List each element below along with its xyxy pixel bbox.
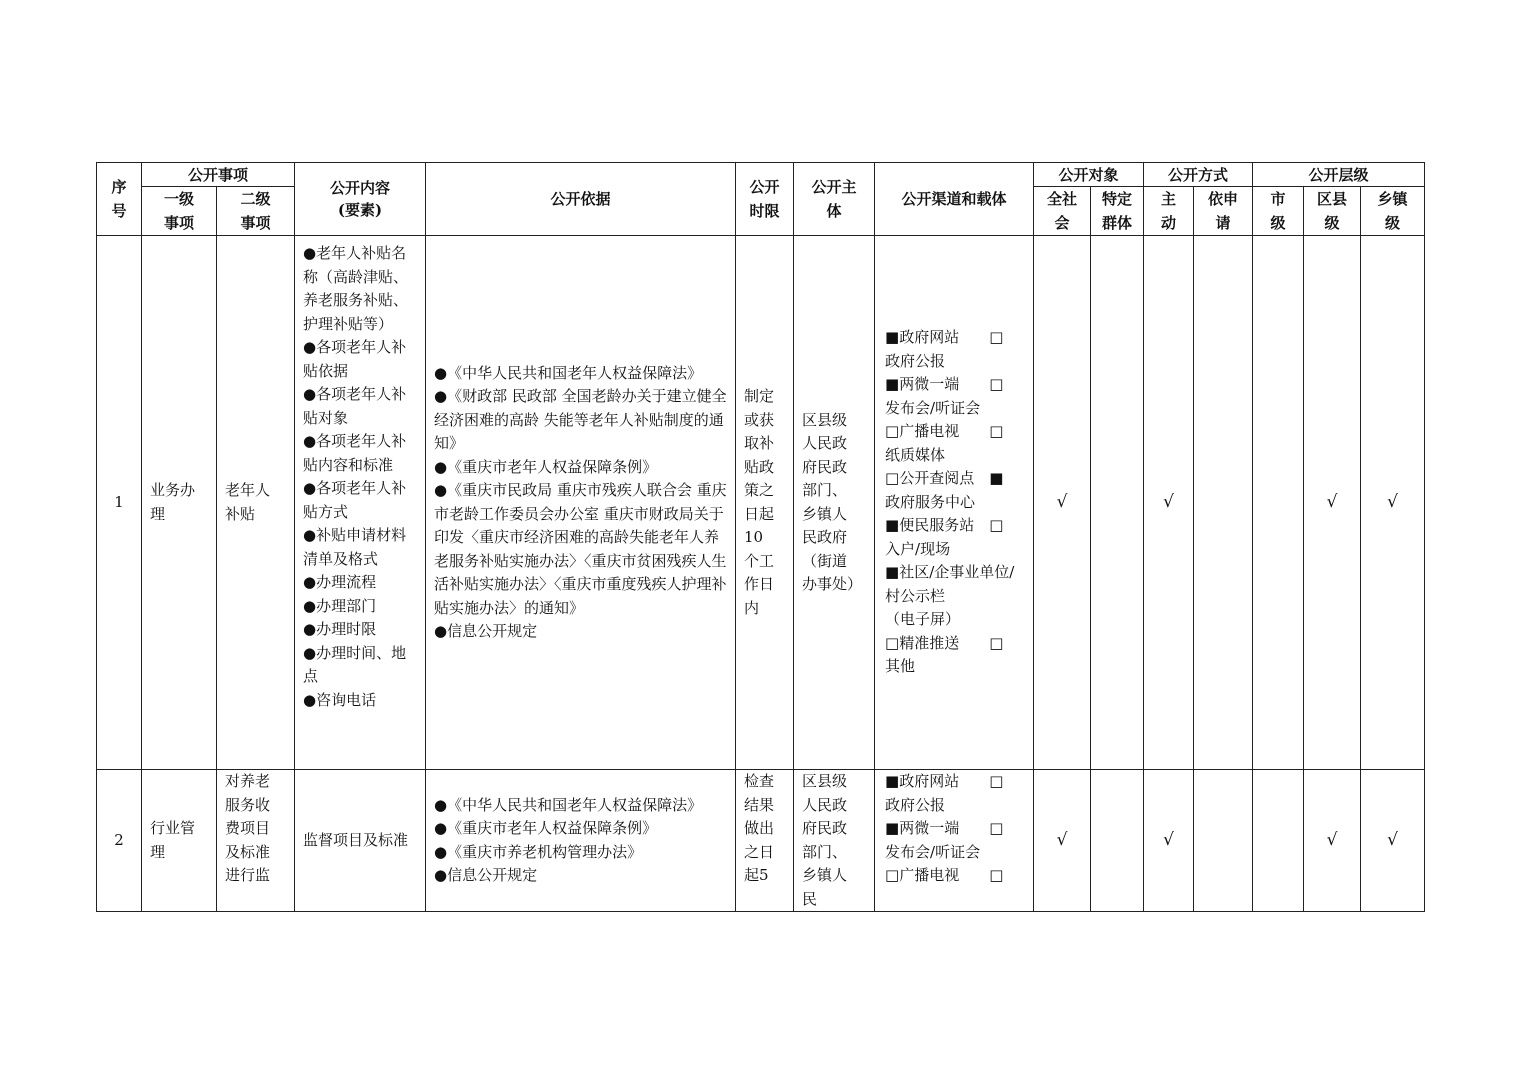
channel-line: 政府服务中心 [885,492,976,511]
channel-line: ■社区/企事业单位/ [885,563,1015,582]
basis-line: ●《重庆市民政局 重庆市残疾人联合会 重庆市老龄工作委员会办公室 重庆市财政局关于印发〈重庆市经济困难的高龄失能老年人养老服务补贴实施办法〉〈重庆市贫困残疾人生活补贴实施办法〉〈重庆市重度残疾人护理补贴实施办法〉的通知》 [434,481,727,617]
channel-line: ■两微一端 □ [885,819,1004,837]
row-level1: 业务办理 [142,236,217,770]
basis-line: ●《重庆市老年人权益保障条例》 [434,819,658,837]
row-channel [875,770,1034,912]
header-method-active: 主动 [1144,187,1194,236]
channel-line: □广播电视 □ [885,866,1004,884]
header-level-county: 区县级 [1304,187,1361,236]
content-line: ●老年人补贴名称（高龄津贴、养老服务补贴、护理补贴等） [303,244,409,333]
header-method-group: 公开方式 [1144,163,1253,187]
channel-line: □公开查阅点 ■ [885,469,1004,488]
check-method-active: √ [1144,236,1194,770]
header-time-limit: 公开时限 [736,163,794,236]
row-level2: 老年人补贴 [217,236,295,770]
header-target-group: 公开对象 [1034,163,1144,187]
channel-line: 发布会/听证会 [885,842,981,861]
check-target-specific [1091,770,1144,912]
row-content [295,236,426,770]
channel-line: 发布会/听证会 [885,398,981,417]
content-line: ●补贴申请材料清单及格式 [303,526,407,568]
header-level-city: 市级 [1253,187,1304,236]
row-basis [426,770,736,912]
check-level-town: √ [1361,770,1425,912]
table-row [97,236,1425,770]
check-level-town: √ [1361,236,1425,770]
basis-line: ●《重庆市老年人权益保障条例》 [434,457,658,476]
channel-line: 村公示栏 [885,586,946,605]
basis-line: ●信息公开规定 [434,622,538,640]
content-line: ●办理时间、地点 [303,643,407,685]
table-row [97,770,1425,912]
channel-line: ■两微一端 □ [885,375,1004,394]
row-channel [875,236,1034,770]
header-subject: 公开主体 [794,163,875,236]
content-line: ●办理流程 [303,573,377,591]
check-target-all: √ [1034,770,1091,912]
check-level-county: √ [1304,236,1361,770]
row-content [295,770,426,912]
row-level2: 对养老服务收费项目及标准进行监 [217,770,295,912]
check-level-city [1253,770,1304,912]
header-target-all: 全社会 [1034,187,1091,236]
row-level1: 行业管理 [142,770,217,912]
channel-line: 政府公报 [885,351,946,370]
header-method-apply: 依申请 [1194,187,1253,236]
check-target-specific [1091,236,1144,770]
disclosure-table [96,162,1425,912]
channel-line: （电子屏） [885,610,961,629]
header-content: 公开内容(要素) [295,163,426,236]
row-subject: 区县级人民政府民政部门、乡镇人民 [794,770,875,912]
channel-line: 入户/现场 [885,539,951,558]
row-seq: 1 [97,236,142,770]
header-target-specific: 特定群体 [1091,187,1144,236]
check-method-apply [1194,770,1253,912]
header-item-level2: 二级事项 [217,187,295,236]
header-item-level1: 一级事项 [142,187,217,236]
header-channel: 公开渠道和载体 [875,163,1034,236]
basis-line: ●《中华人民共和国老年人权益保障法》 [434,363,703,382]
channel-line: □广播电视 □ [885,422,1004,441]
basis-line: ●《财政部 民政部 全国老龄办关于建立健全经济困难的高龄 失能等老年人补贴制度的通知》 [434,387,727,452]
basis-line: ●《重庆市养老机构管理办法》 [434,842,643,861]
basis-line: ●《中华人民共和国老年人权益保障法》 [434,795,703,814]
table-header [97,163,1425,236]
row-subject: 区县级人民政府民政部门、乡镇人民政府（街道办事处） [794,236,875,770]
check-level-county: √ [1304,770,1361,912]
content-line: ●各项老年人补贴方式 [303,479,407,521]
content-line: ●各项老年人补贴依据 [303,338,407,380]
channel-line: 纸质媒体 [885,445,946,464]
channel-line: ■政府网站 □ [885,328,1004,347]
row-basis [426,236,736,770]
header-level-town: 乡镇级 [1361,187,1425,236]
content-line: ●各项老年人补贴对象 [303,385,407,427]
header-seq: 序号 [97,163,142,236]
basis-line: ●信息公开规定 [434,866,538,884]
content-line: ●各项老年人补贴内容和标准 [303,432,407,474]
content-line: ●办理部门 [303,596,377,615]
check-level-city [1253,236,1304,770]
content-line: ●办理时限 [303,620,377,638]
header-item-group: 公开事项 [142,163,295,187]
channel-line: ■政府网站 □ [885,772,1004,790]
check-method-active: √ [1144,770,1194,912]
content-line: 监督项目及标准 [303,830,409,849]
row-time-limit: 检查结果做出之日起5 [736,770,794,912]
content-line: ●咨询电话 [303,690,377,709]
channel-line: 其他 [885,657,916,676]
check-target-all: √ [1034,236,1091,770]
channel-line: ■便民服务站 □ [885,516,1004,535]
channel-line: 政府公报 [885,795,946,814]
header-basis: 公开依据 [426,163,736,236]
channel-line: □精准推送 □ [885,633,1004,652]
header-level-group: 公开层级 [1253,163,1425,187]
check-method-apply [1194,236,1253,770]
row-time-limit: 制定或获取补贴政策之日起10个工作日内 [736,236,794,770]
row-seq: 2 [97,770,142,912]
